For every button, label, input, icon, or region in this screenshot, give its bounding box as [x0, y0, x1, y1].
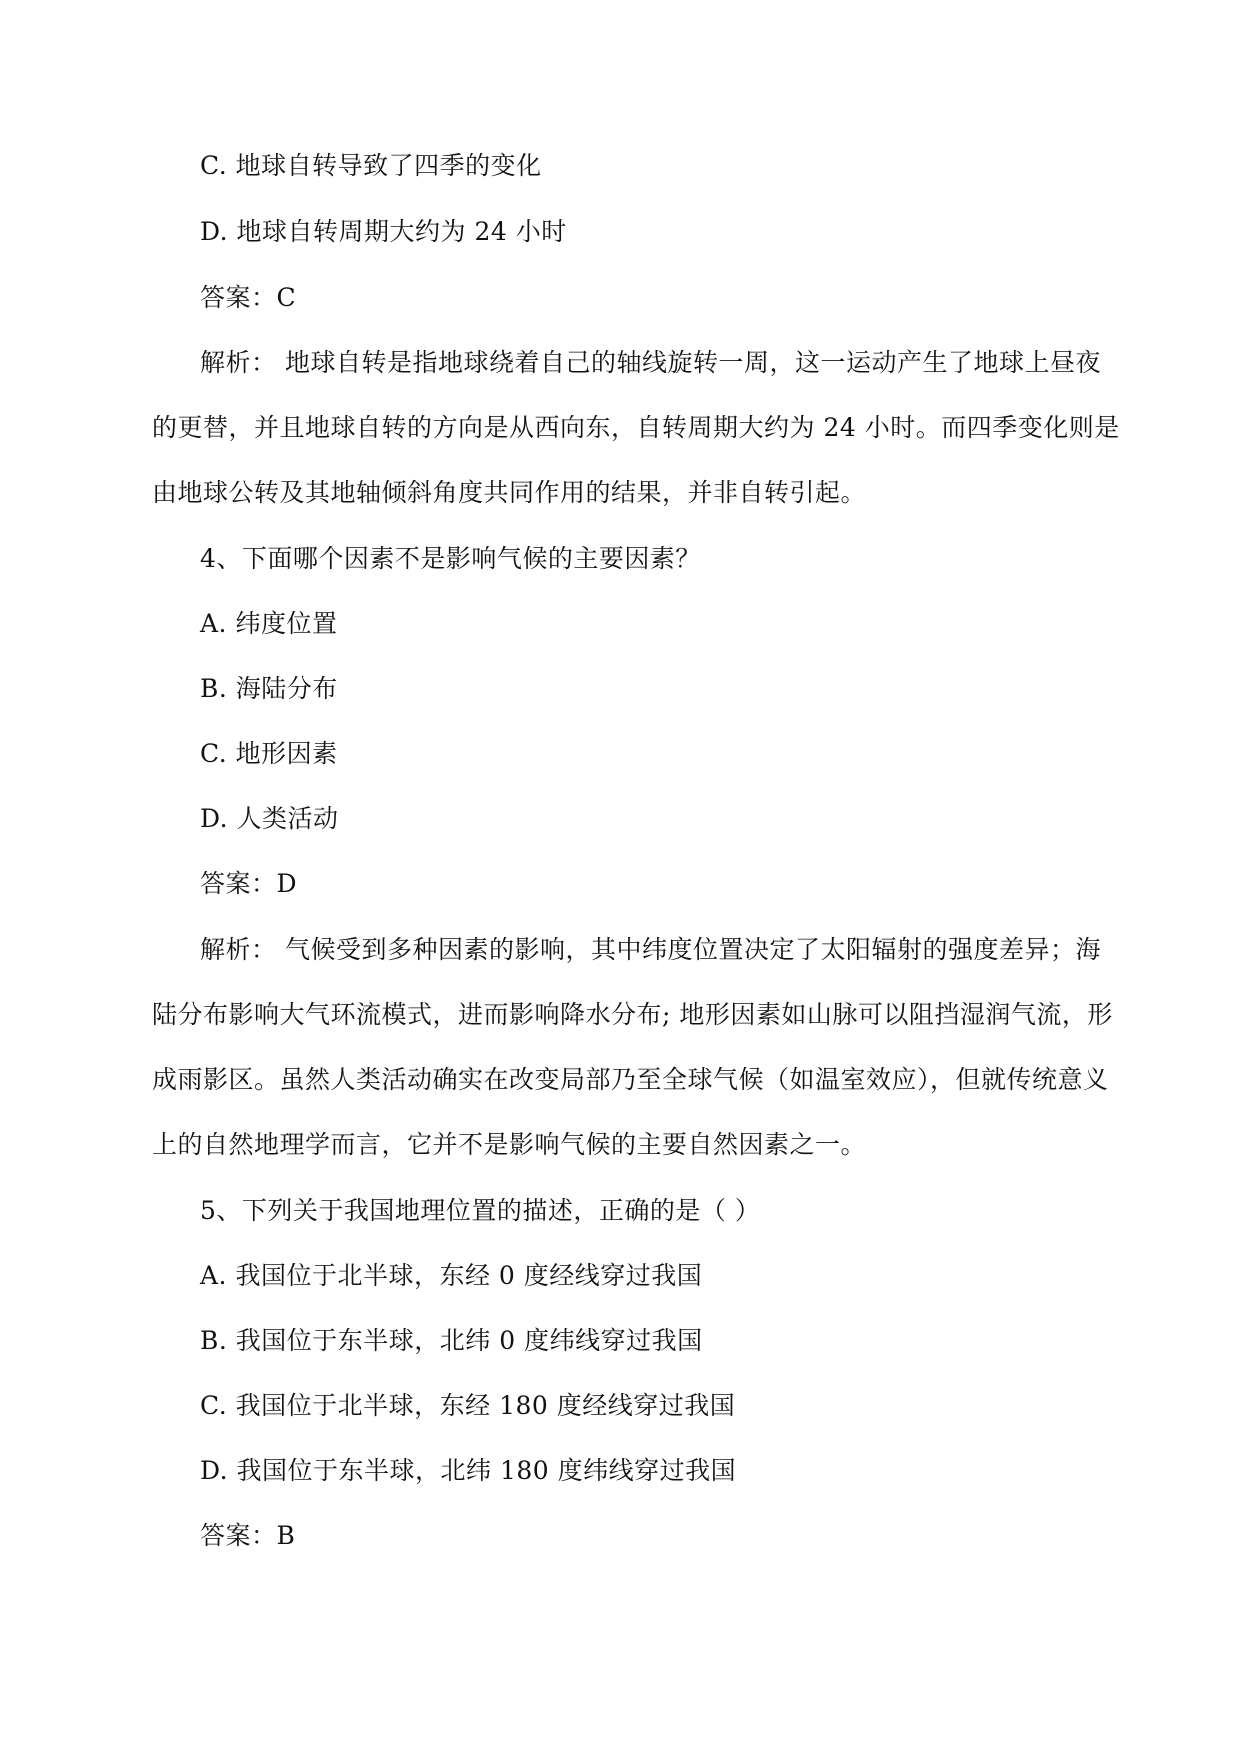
q4-analysis-line-3: 成雨影区。虽然人类活动确实在改变局部乃至全球气候（如温室效应），但就传统意义: [152, 1065, 1109, 1094]
q5-question: 5、下列关于我国地理位置的描述，正确的是（ ）: [200, 1196, 761, 1225]
q5-option-a: A. 我国位于北半球，东经 0 度经线穿过我国: [200, 1261, 703, 1290]
q4-question: 4、下面哪个因素不是影响气候的主要因素？: [200, 544, 701, 573]
q3-analysis-line-3: 由地球公转及其地轴倾斜角度共同作用的结果，并非自转引起。: [152, 478, 867, 507]
q4-analysis-line-2: 陆分布影响大气环流模式，进而影响降水分布; 地形因素如山脉可以阻挡湿润气流，形: [152, 1000, 1113, 1029]
q3-analysis-line-1: 解析： 地球自转是指地球绕着自己的轴线旋转一周，这一运动产生了地球上昼夜: [200, 348, 1101, 377]
q5-answer: 答案：B: [200, 1521, 296, 1550]
q4-analysis-line-1: 解析： 气候受到多种因素的影响，其中纬度位置决定了太阳辐射的强度差异；海: [200, 935, 1101, 964]
q4-option-a: A. 纬度位置: [200, 609, 338, 638]
q3-option-d: D. 地球自转周期大约为 24 小时: [200, 217, 567, 246]
q3-analysis-line-2: 的更替，并且地球自转的方向是从西向东，自转周期大约为 24 小时。而四季变化则是: [152, 413, 1120, 442]
q5-option-c: C. 我国位于北半球，东经 180 度经线穿过我国: [200, 1391, 736, 1420]
q4-option-d: D. 人类活动: [200, 804, 339, 833]
q3-option-c: C. 地球自转导致了四季的变化: [200, 151, 542, 180]
q4-answer: 答案：D: [200, 869, 298, 898]
q4-analysis-line-4: 上的自然地理学而言，它并不是影响气候的主要自然因素之一。: [152, 1130, 867, 1159]
q4-option-c: C. 地形因素: [200, 739, 338, 768]
q3-answer: 答案：C: [200, 283, 297, 312]
q4-option-b: B. 海陆分布: [200, 674, 338, 703]
q5-option-b: B. 我国位于东半球，北纬 0 度纬线穿过我国: [200, 1326, 703, 1355]
q5-option-d: D. 我国位于东半球，北纬 180 度纬线穿过我国: [200, 1456, 737, 1485]
